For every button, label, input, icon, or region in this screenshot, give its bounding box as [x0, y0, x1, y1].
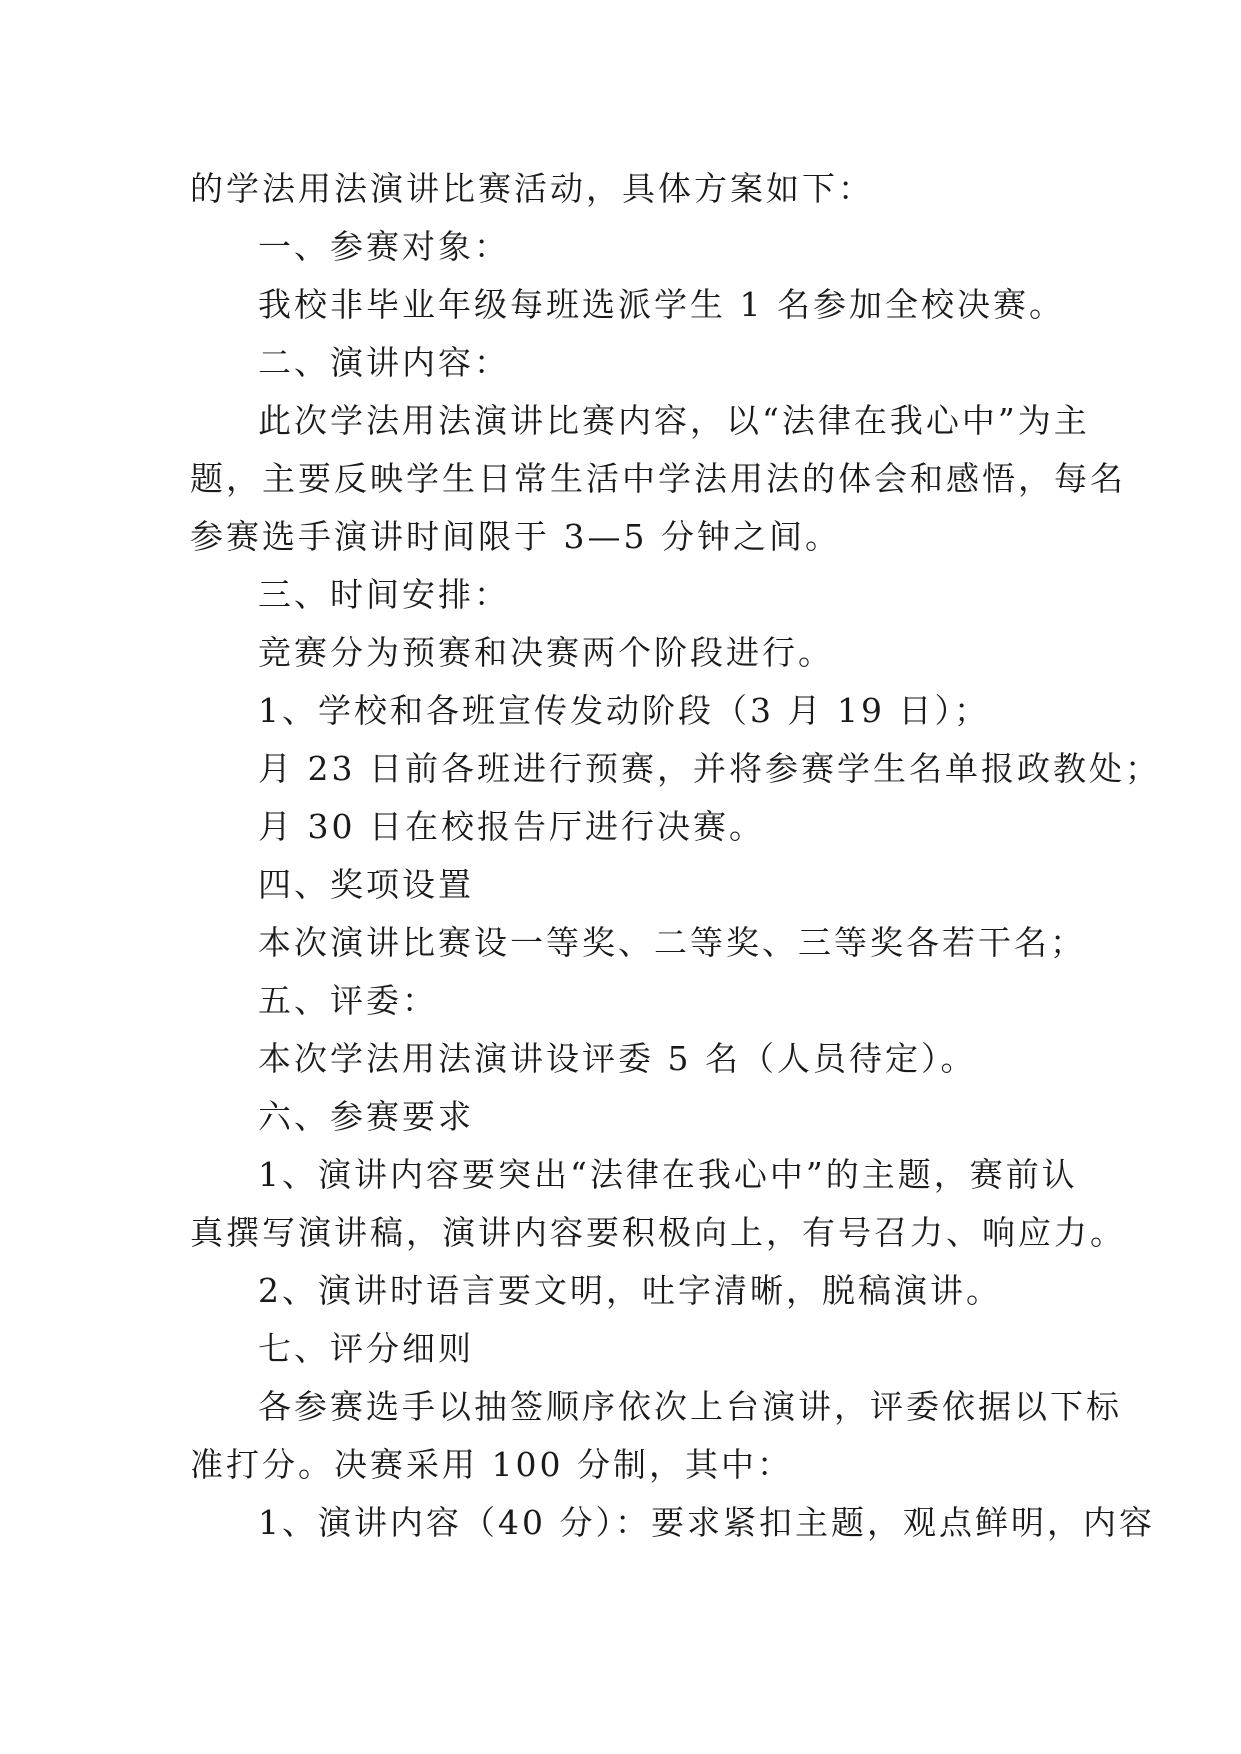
text-line: 我校非毕业年级每班选派学生 1 名参加全校决赛。: [258, 285, 1065, 324]
text-line: 准打分。决赛采用 100 分制，其中：: [190, 1445, 793, 1484]
text-line: 1、学校和各班宣传发动阶段（3 月 19 日）；: [258, 691, 990, 730]
section-heading-awards: 四、奖项设置: [258, 865, 474, 904]
text-line: 1、演讲内容（40 分）：要求紧扣主题，观点鲜明，内容: [258, 1503, 1155, 1542]
section-heading-schedule: 三、时间安排：: [258, 575, 510, 614]
text-line: 1、演讲内容要突出“法律在我心中”的主题，赛前认: [258, 1155, 1078, 1194]
text-line: 真撰写演讲稿，演讲内容要积极向上，有号召力、响应力。: [190, 1213, 1126, 1252]
text-line: 2、演讲时语言要文明，吐字清晰，脱稿演讲。: [258, 1271, 1002, 1310]
text-line: 本次演讲比赛设一等奖、二等奖、三等奖各若干名；: [258, 923, 1086, 962]
text-line: 各参赛选手以抽签顺序依次上台演讲，评委依据以下标: [258, 1387, 1122, 1426]
text-line: 月 30 日在校报告厅进行决赛。: [258, 807, 765, 846]
text-line: 参赛选手演讲时间限于 3—5 分钟之间。: [190, 517, 841, 556]
document-body: [190, 160, 1161, 1552]
section-heading-content: 二、演讲内容：: [258, 343, 510, 382]
text-line: 题，主要反映学生日常生活中学法用法的体会和感悟，每名: [190, 459, 1126, 498]
text-line: 的学法用法演讲比赛活动，具体方案如下：: [190, 169, 874, 208]
text-line: 本次学法用法演讲设评委 5 名（人员待定）。: [258, 1039, 977, 1078]
text-line: 此次学法用法演讲比赛内容，以“法律在我心中”为主: [258, 401, 1090, 440]
section-heading-participants: 一、参赛对象：: [258, 227, 510, 266]
section-heading-requirements: 六、参赛要求: [258, 1097, 474, 1136]
section-heading-judges: 五、评委：: [258, 981, 438, 1020]
section-heading-scoring: 七、评分细则: [258, 1329, 474, 1368]
text-line: 月 23 日前各班进行预赛，并将参赛学生名单报政教处；: [258, 749, 1161, 788]
text-line: 竞赛分为预赛和决赛两个阶段进行。: [258, 633, 834, 672]
